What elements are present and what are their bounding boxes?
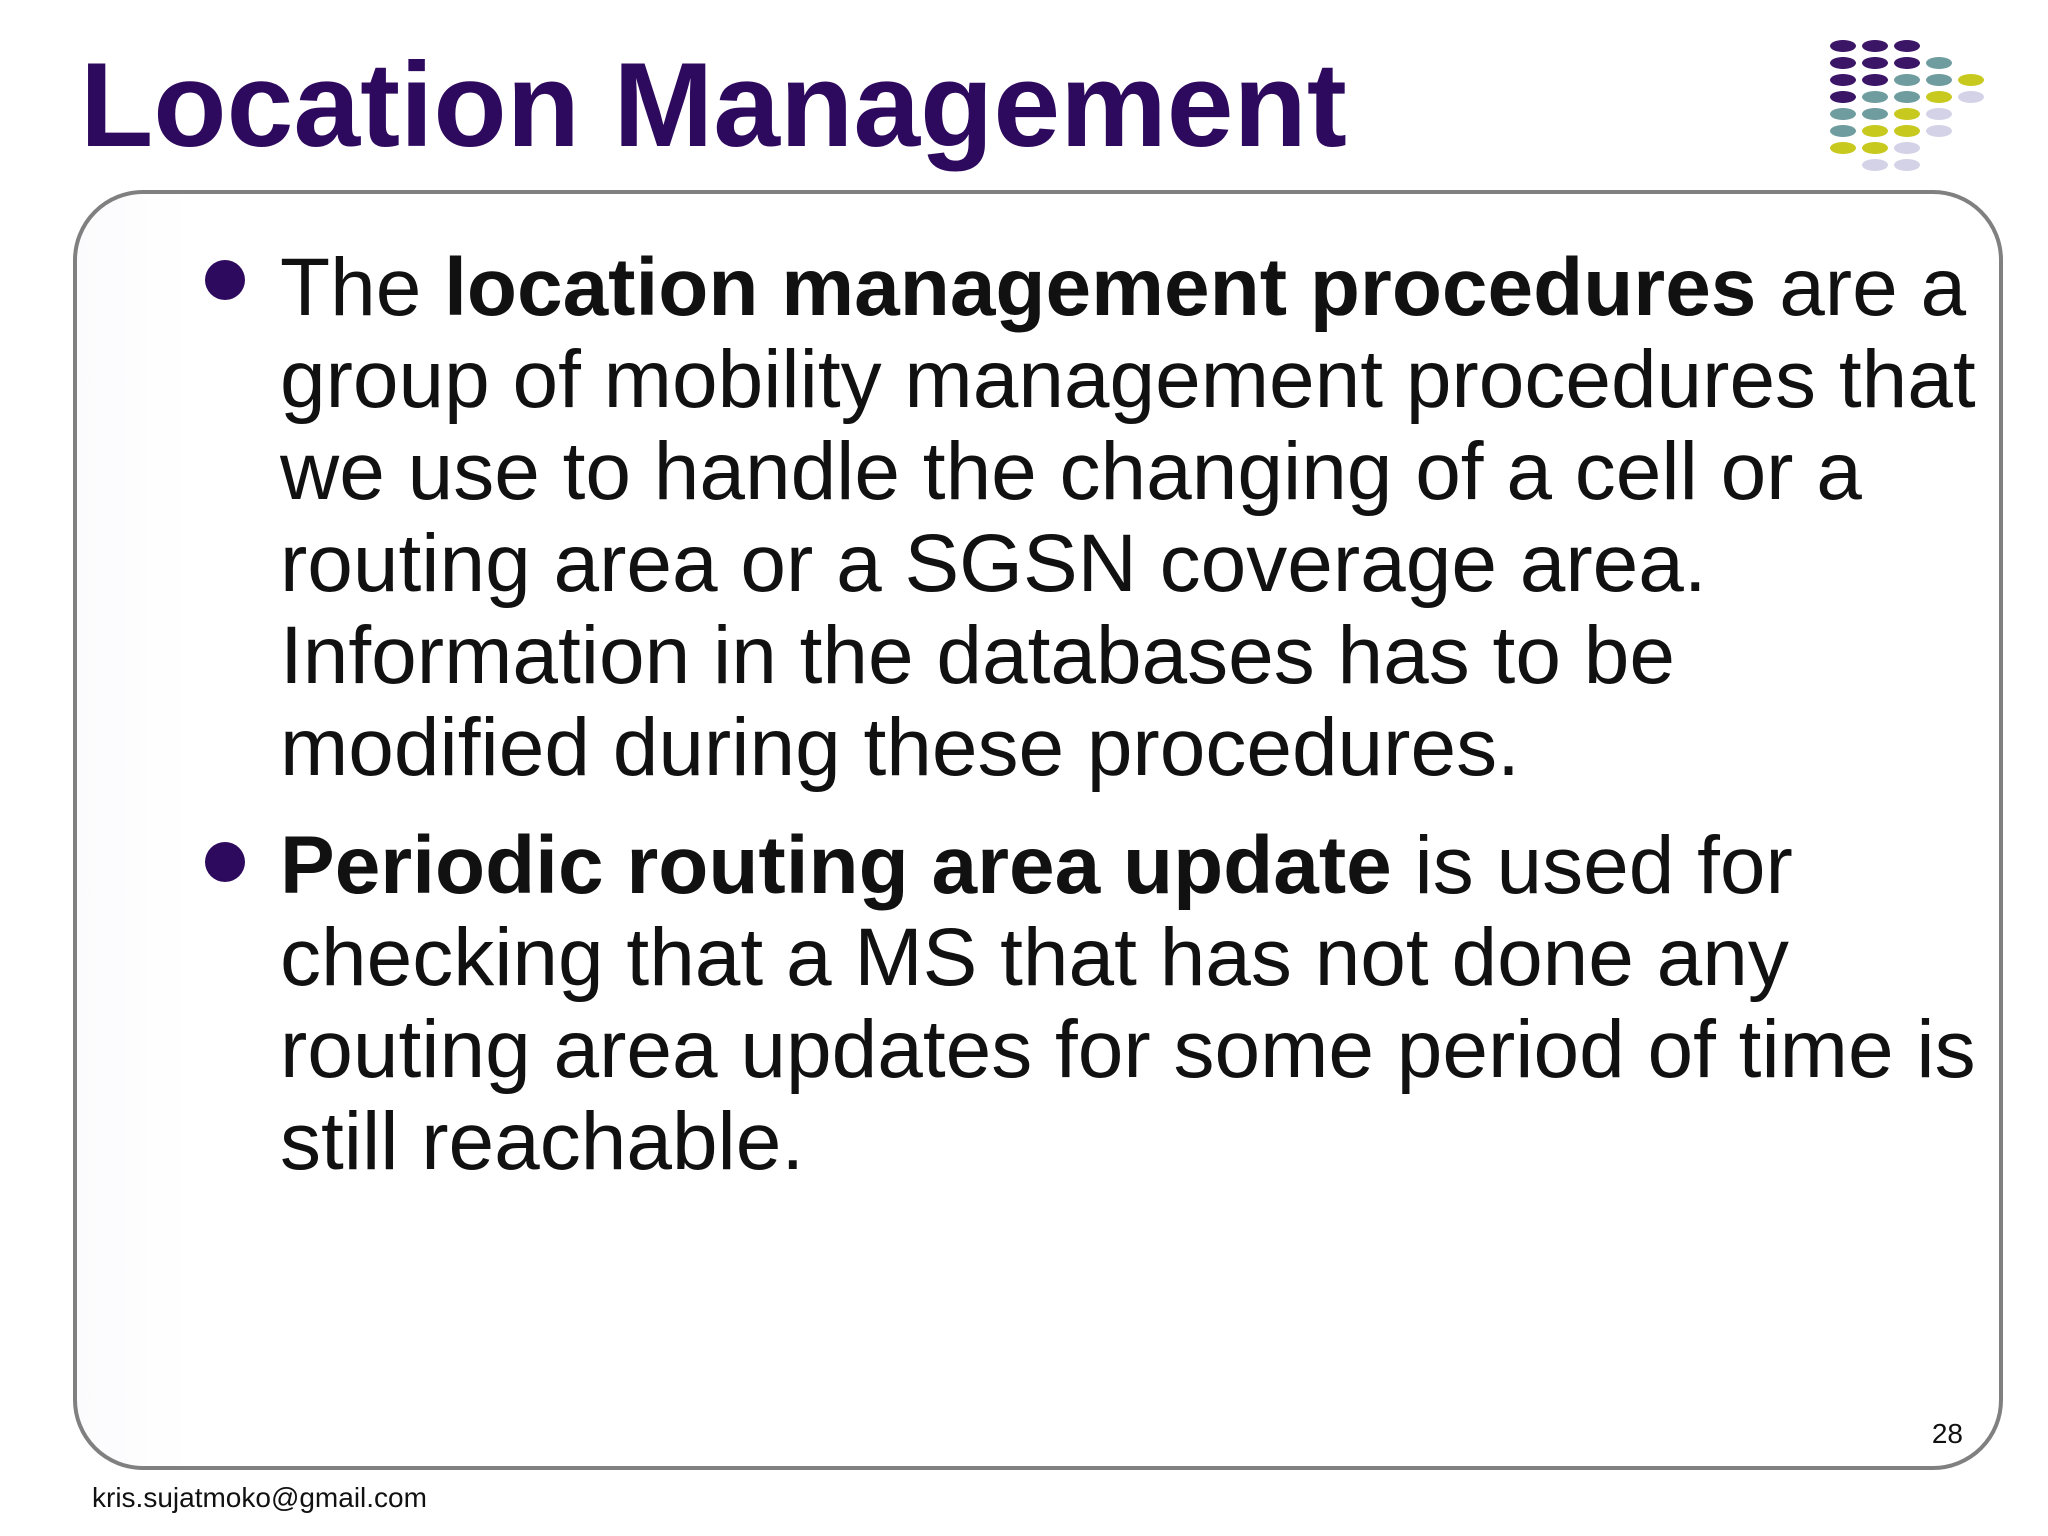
logo-dot	[1894, 108, 1920, 120]
logo-dot	[1830, 142, 1856, 154]
logo-dot	[1894, 142, 1920, 154]
bullet-text	[280, 242, 1980, 794]
logo-dot	[1862, 74, 1888, 86]
logo-dot	[1862, 108, 1888, 120]
logo-dot	[1894, 57, 1920, 69]
logo-dot	[1862, 40, 1888, 52]
logo-dot	[1830, 125, 1856, 137]
logo-dot	[1894, 125, 1920, 137]
logo-dot	[1862, 125, 1888, 137]
content-box	[73, 190, 2003, 1470]
logo-dot	[1862, 91, 1888, 103]
logo-dot	[1894, 40, 1920, 52]
logo-dot	[1830, 91, 1856, 103]
dot-grid-logo-icon	[1828, 36, 2028, 186]
logo-dot	[1894, 159, 1920, 171]
logo-dot	[1862, 159, 1888, 171]
bullet-text-bold: Periodic routing area update	[280, 820, 1392, 911]
bullet-dot-icon	[205, 260, 245, 300]
bullet-text	[280, 820, 1980, 1188]
logo-dot	[1894, 91, 1920, 103]
logo-dot	[1830, 40, 1856, 52]
footer-email: kris.sujatmoko@gmail.com	[92, 1482, 427, 1513]
bullet-text-pre: The	[280, 242, 445, 333]
bullet-text-post: is used for checking that a MS that has not done any routing area updates for some period of time is still reachable.	[280, 820, 1976, 1187]
logo-dot	[1862, 142, 1888, 154]
logo-dot	[1926, 57, 1952, 69]
slide-title: Location Management	[80, 38, 1347, 172]
logo-dot	[1862, 57, 1888, 69]
logo-dot	[1830, 57, 1856, 69]
logo-dot	[1958, 74, 1984, 86]
page-number: 28	[1931, 1418, 1963, 1449]
bullet-text-bold: location management procedures	[444, 242, 1757, 333]
logo-dot	[1958, 91, 1984, 103]
bullet-dot-icon	[205, 842, 245, 882]
logo-dot	[1830, 74, 1856, 86]
logo-dot	[1926, 125, 1952, 137]
logo-dot	[1926, 74, 1952, 86]
logo-dot	[1926, 91, 1952, 103]
logo-dot	[1894, 74, 1920, 86]
bullet-text-post: are a group of mobility management procedures that we use to handle the changing of a cell or a routing area or a SGSN coverage area. Information in the databases has to be modified during these procedures.	[280, 242, 1976, 793]
logo-dot	[1926, 108, 1952, 120]
logo-dot	[1830, 108, 1856, 120]
